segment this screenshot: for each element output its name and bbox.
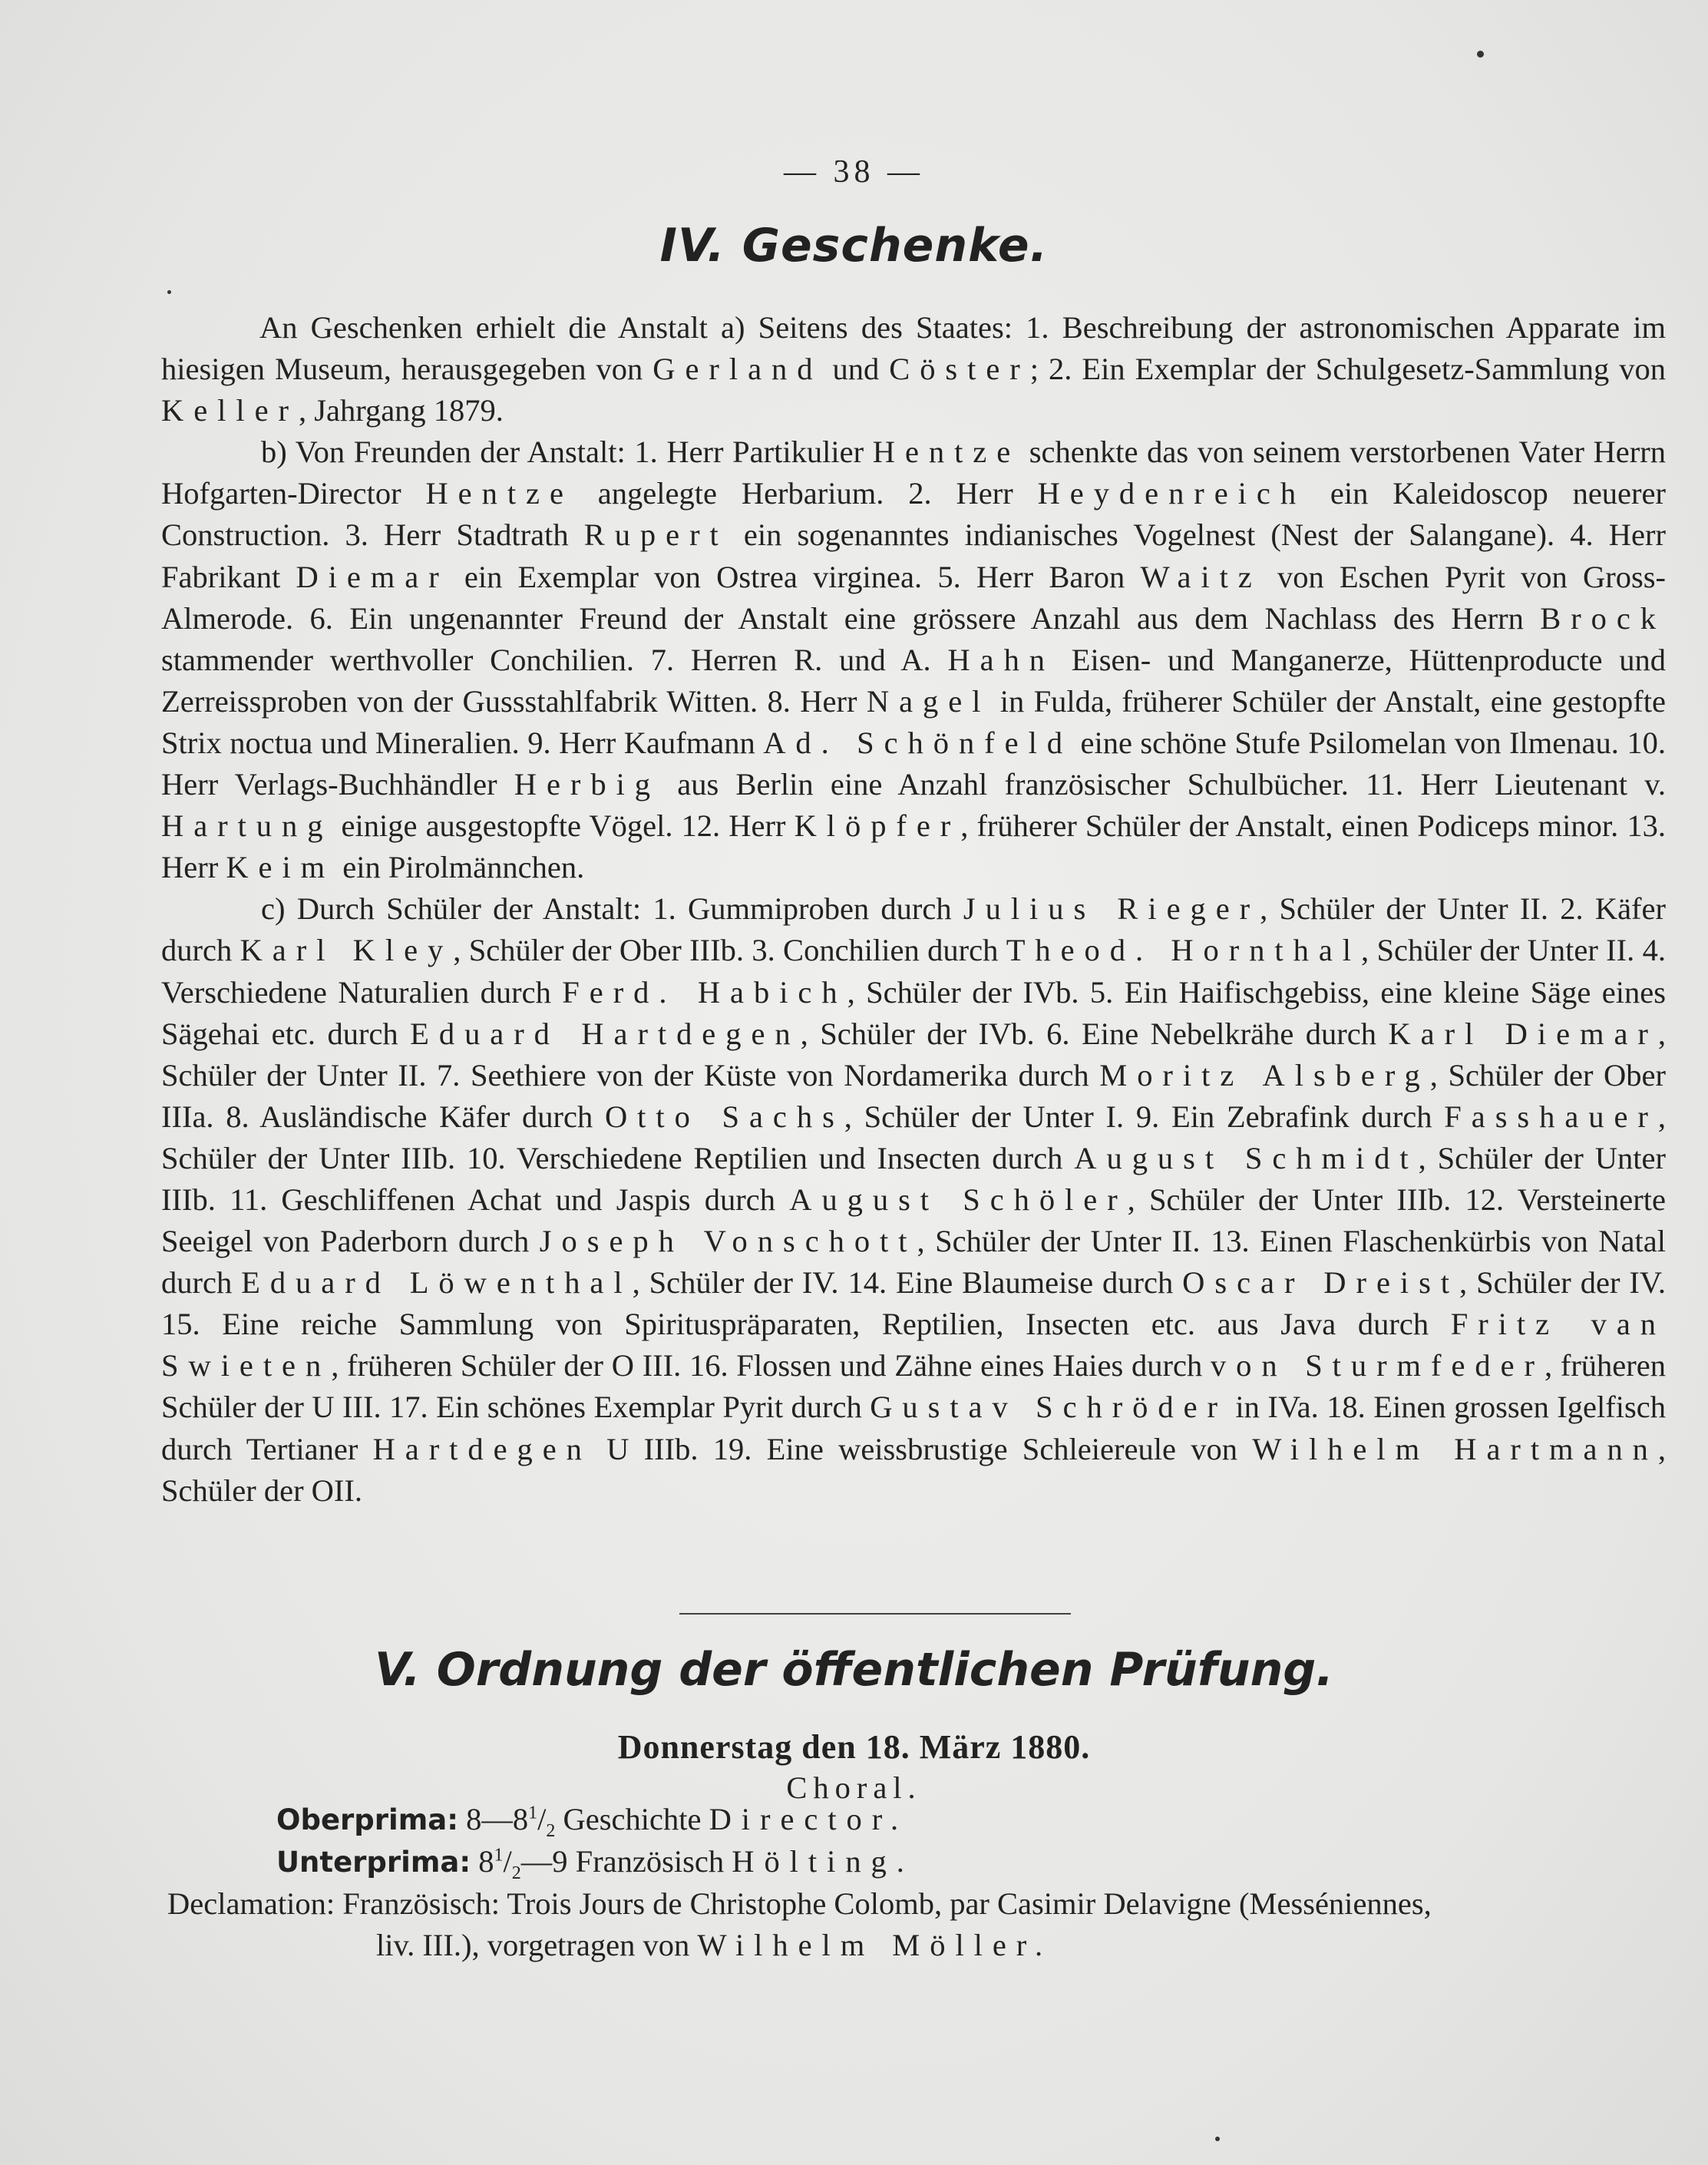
dust-speck xyxy=(167,290,171,294)
person-name: Cöster xyxy=(889,352,1030,387)
text-run: einige ausgestopfte Vögel. 12. Herr xyxy=(332,808,795,844)
time-start: 8 xyxy=(471,1844,494,1879)
gifts-section-body xyxy=(161,307,1666,1512)
gifts-paragraph-a xyxy=(161,307,1666,431)
text-run: , Schüler der Unter II. 13. Einen Flaschenkürbis von Natal durch xyxy=(161,1224,1666,1301)
text-run: Eisen- und Manganerze, Hüttenproducte und Zerreissproben von der Gussstahlfabrik Witten. 8. Herr xyxy=(161,642,1666,719)
text-run: ; 2. Ein Exemplar der Schulgesetz-Sammlung von xyxy=(1029,352,1667,387)
person-name: Hartung xyxy=(161,808,333,844)
text-run: aus Berlin eine Anzahl französischer Schulbücher. 11. Herr Lieutenant v. xyxy=(660,767,1666,802)
text-run: ein Kaleidoscop neuerer Construction. 3. Herr Stadtrath xyxy=(161,476,1666,553)
text-run: , früheren Schüler der O III. 16. Flossen und Zähne eines Haies durch xyxy=(331,1348,1211,1383)
person-name: Hahn xyxy=(947,642,1056,677)
text-run: , Schüler der Ober IIIb. 3. Conchilien durch xyxy=(453,933,1006,968)
person-name: Ad. Schönfeld xyxy=(763,725,1072,760)
person-name: von Sturmfeder xyxy=(1210,1348,1544,1383)
text-run: stammender werthvoller Conchilien. 7. Herren R. und A. xyxy=(161,642,948,677)
person-name: Ferd. Habich xyxy=(562,974,847,1010)
declamation-speaker: Wilhelm Möller. xyxy=(697,1928,1053,1962)
person-name: August Schmidt xyxy=(1074,1140,1419,1175)
person-name: Diemar xyxy=(296,559,449,594)
class-label: Oberprima: xyxy=(276,1803,459,1836)
text-run: An Geschenken erhielt die Anstalt a) Seitens des Staates: 1. Beschreibung der astronomischen Apparate im hiesigen Museum, herausgegeben von xyxy=(161,310,1666,387)
person-name: Wilhelm Hartmann xyxy=(1252,1431,1658,1466)
text-run: , Schüler der Unter II. 7. Seethiere von der Küste von Nordamerika durch xyxy=(161,1016,1667,1092)
gifts-paragraph-b xyxy=(161,431,1666,888)
exam-date: Donnerstag den 18. März 1880. xyxy=(617,1728,1091,1766)
time-start: 8—8 xyxy=(458,1802,529,1836)
person-name: Fritz van Swieten xyxy=(161,1307,1666,1383)
text-run: , Schüler der OII. xyxy=(161,1431,1666,1508)
page-number: — 38 — xyxy=(784,154,924,190)
teacher: Director. xyxy=(709,1802,909,1836)
text-run: c) Durch Schüler der Anstalt: 1. Gummiproben durch xyxy=(261,891,963,927)
person-name: Nagel xyxy=(866,683,991,719)
section-heading-exam-order: V. Ordnung der öffentlichen Prüfung. xyxy=(374,1643,1334,1697)
person-name: Joseph Vonschott xyxy=(539,1224,917,1259)
subject: Geschichte xyxy=(555,1802,709,1836)
subject: —9 Französisch xyxy=(520,1844,732,1879)
person-name: Otto Sachs xyxy=(604,1099,844,1134)
text-run: , Schüler der IVb. 5. Ein Haifischgebiss, eine kleine Säge eines Sägehai etc. durch xyxy=(161,974,1666,1051)
text-run: , Schüler der IV. 15. Eine reiche Sammlung von Spirituspräparaten, Reptilien, Insecten etc. aus Java durch xyxy=(161,1265,1666,1342)
person-name: Keim xyxy=(226,850,335,885)
text-run: , Schüler der Unter IIIb. 10. Verschiedene Reptilien und Insecten durch xyxy=(161,1099,1667,1175)
declamation-text: liv. III.), vorgetragen von xyxy=(376,1928,698,1962)
text-run: , Schüler der Unter IIIb. 11. Geschliffenen Achat und Jaspis durch xyxy=(161,1140,1666,1217)
text-run: , Schüler der IV. 14. Eine Blaumeise durch xyxy=(632,1265,1183,1301)
person-name: Gerland xyxy=(652,352,823,387)
section-divider xyxy=(679,1613,1071,1615)
person-name: Julius Rieger xyxy=(963,891,1260,927)
person-name: Karl Kley xyxy=(240,933,454,968)
class-label: Unterprima: xyxy=(276,1846,471,1879)
text-run: , Schüler der Unter II. 2. Käfer durch xyxy=(161,891,1666,968)
text-run: , früheren Schüler der U III. 17. Ein schönes Exemplar Pyrit durch xyxy=(161,1348,1666,1425)
gifts-paragraph-c xyxy=(161,888,1666,1511)
person-name: August Schöler xyxy=(789,1182,1128,1217)
fraction-num: 1 xyxy=(528,1803,538,1823)
text-run: , Schüler der Unter I. 9. Ein Zebrafink durch xyxy=(844,1099,1445,1134)
text-run: in IVa. 18. Einen grossen Igelfisch durch Tertianer xyxy=(161,1390,1666,1466)
text-run: , Schüler der Unter IIIb. 12. Versteinerte Seeigel von Paderborn durch xyxy=(161,1182,1666,1259)
schedule-row-oberprima xyxy=(276,1801,908,1842)
fraction-den: 2 xyxy=(511,1863,521,1884)
person-name: Moritz Alsberg xyxy=(1099,1057,1430,1092)
section-heading-gifts: IV. Geschenke. xyxy=(659,219,1049,273)
declamation-line-1: Declamation: Französisch: Trois Jours de Christophe Colomb, par Casimir Delavigne (Messéniennes, xyxy=(167,1886,1432,1921)
person-name: Herbig xyxy=(514,767,661,802)
text-run: , Jahrgang 1879. xyxy=(298,393,504,428)
text-run: , Schüler der Unter II. 4. Verschiedene Naturalien durch xyxy=(161,933,1666,1010)
text-run: , Schüler der IVb. 6. Eine Nebelkrähe durch xyxy=(800,1016,1389,1051)
dust-speck xyxy=(1215,2137,1220,2141)
text-run: b) Von Freunden der Anstalt: 1. Herr Partikulier xyxy=(261,435,873,470)
text-run: in Fulda, früherer Schüler der Anstalt, eine gestopfte Strix noctua und Mineralien. 9. Herr Kaufmann xyxy=(161,683,1666,760)
person-name: Fasshauer xyxy=(1444,1099,1658,1134)
fraction: $^1/_2$ xyxy=(528,1802,556,1842)
declamation-line-2 xyxy=(376,1927,1052,1963)
text-run: von Eschen Pyrit von Gross-Almerode. 6. Ein ungenannter Freund der Anstalt eine grössere Anzahl aus dem Nachlass des Herrn xyxy=(161,559,1666,636)
person-name: Oscar Dreist xyxy=(1182,1265,1460,1301)
person-name: Karl Diemar xyxy=(1388,1016,1658,1051)
dust-speck xyxy=(1477,51,1484,58)
choral-line: Choral. xyxy=(786,1770,922,1805)
teacher: Hölting. xyxy=(732,1844,914,1879)
text-run: schenkte das von seinem verstorbenen Vater Herrn Hofgarten-Director xyxy=(161,435,1666,511)
person-name: Eduard Hartdegen xyxy=(410,1016,801,1051)
person-name: Hentze xyxy=(425,476,573,511)
text-run: ein Exemplar von Ostrea virginea. 5. Herr Baron xyxy=(448,559,1141,594)
person-name: Heydenreich xyxy=(1037,476,1307,511)
fraction-num: 1 xyxy=(494,1845,504,1866)
person-name: Gustav Schröder xyxy=(870,1390,1227,1425)
person-name: Hartdegen xyxy=(372,1431,592,1466)
person-name: Rupert xyxy=(583,517,728,553)
person-name: Brock xyxy=(1540,600,1666,636)
text-run: eine schöne Stufe Psilomelan von Ilmenau. 10. Herr Verlags-Buchhändler xyxy=(161,725,1666,802)
person-name: Theod. Hornthal xyxy=(1006,933,1361,968)
text-run: und xyxy=(822,352,890,387)
text-run: ein sogenanntes indianisches Vogelnest (Nest der Salangane). 4. Herr Fabrikant xyxy=(161,517,1666,594)
person-name: Keller xyxy=(161,393,299,428)
text-run: , früherer Schüler der Anstalt, einen Podiceps minor. 13. Herr xyxy=(161,808,1666,885)
text-run: , Schüler der Ober IIIa. 8. Ausländische Käfer durch xyxy=(161,1057,1666,1134)
person-name: Eduard Löwenthal xyxy=(241,1265,633,1301)
text-run: U IIIb. 19. Eine weissbrustige Schleiereule von xyxy=(591,1431,1253,1466)
schedule-row-unterprima xyxy=(276,1843,914,1884)
fraction-den: 2 xyxy=(546,1821,556,1842)
person-name: Klöpfer xyxy=(794,808,961,844)
person-name: Waitz xyxy=(1140,559,1262,594)
text-run: angelegte Herbarium. 2. Herr xyxy=(573,476,1038,511)
text-run: ein Pirolmännchen. xyxy=(335,850,585,885)
person-name: Hentze xyxy=(872,435,1021,470)
fraction: $^1/_2$ xyxy=(494,1844,521,1884)
